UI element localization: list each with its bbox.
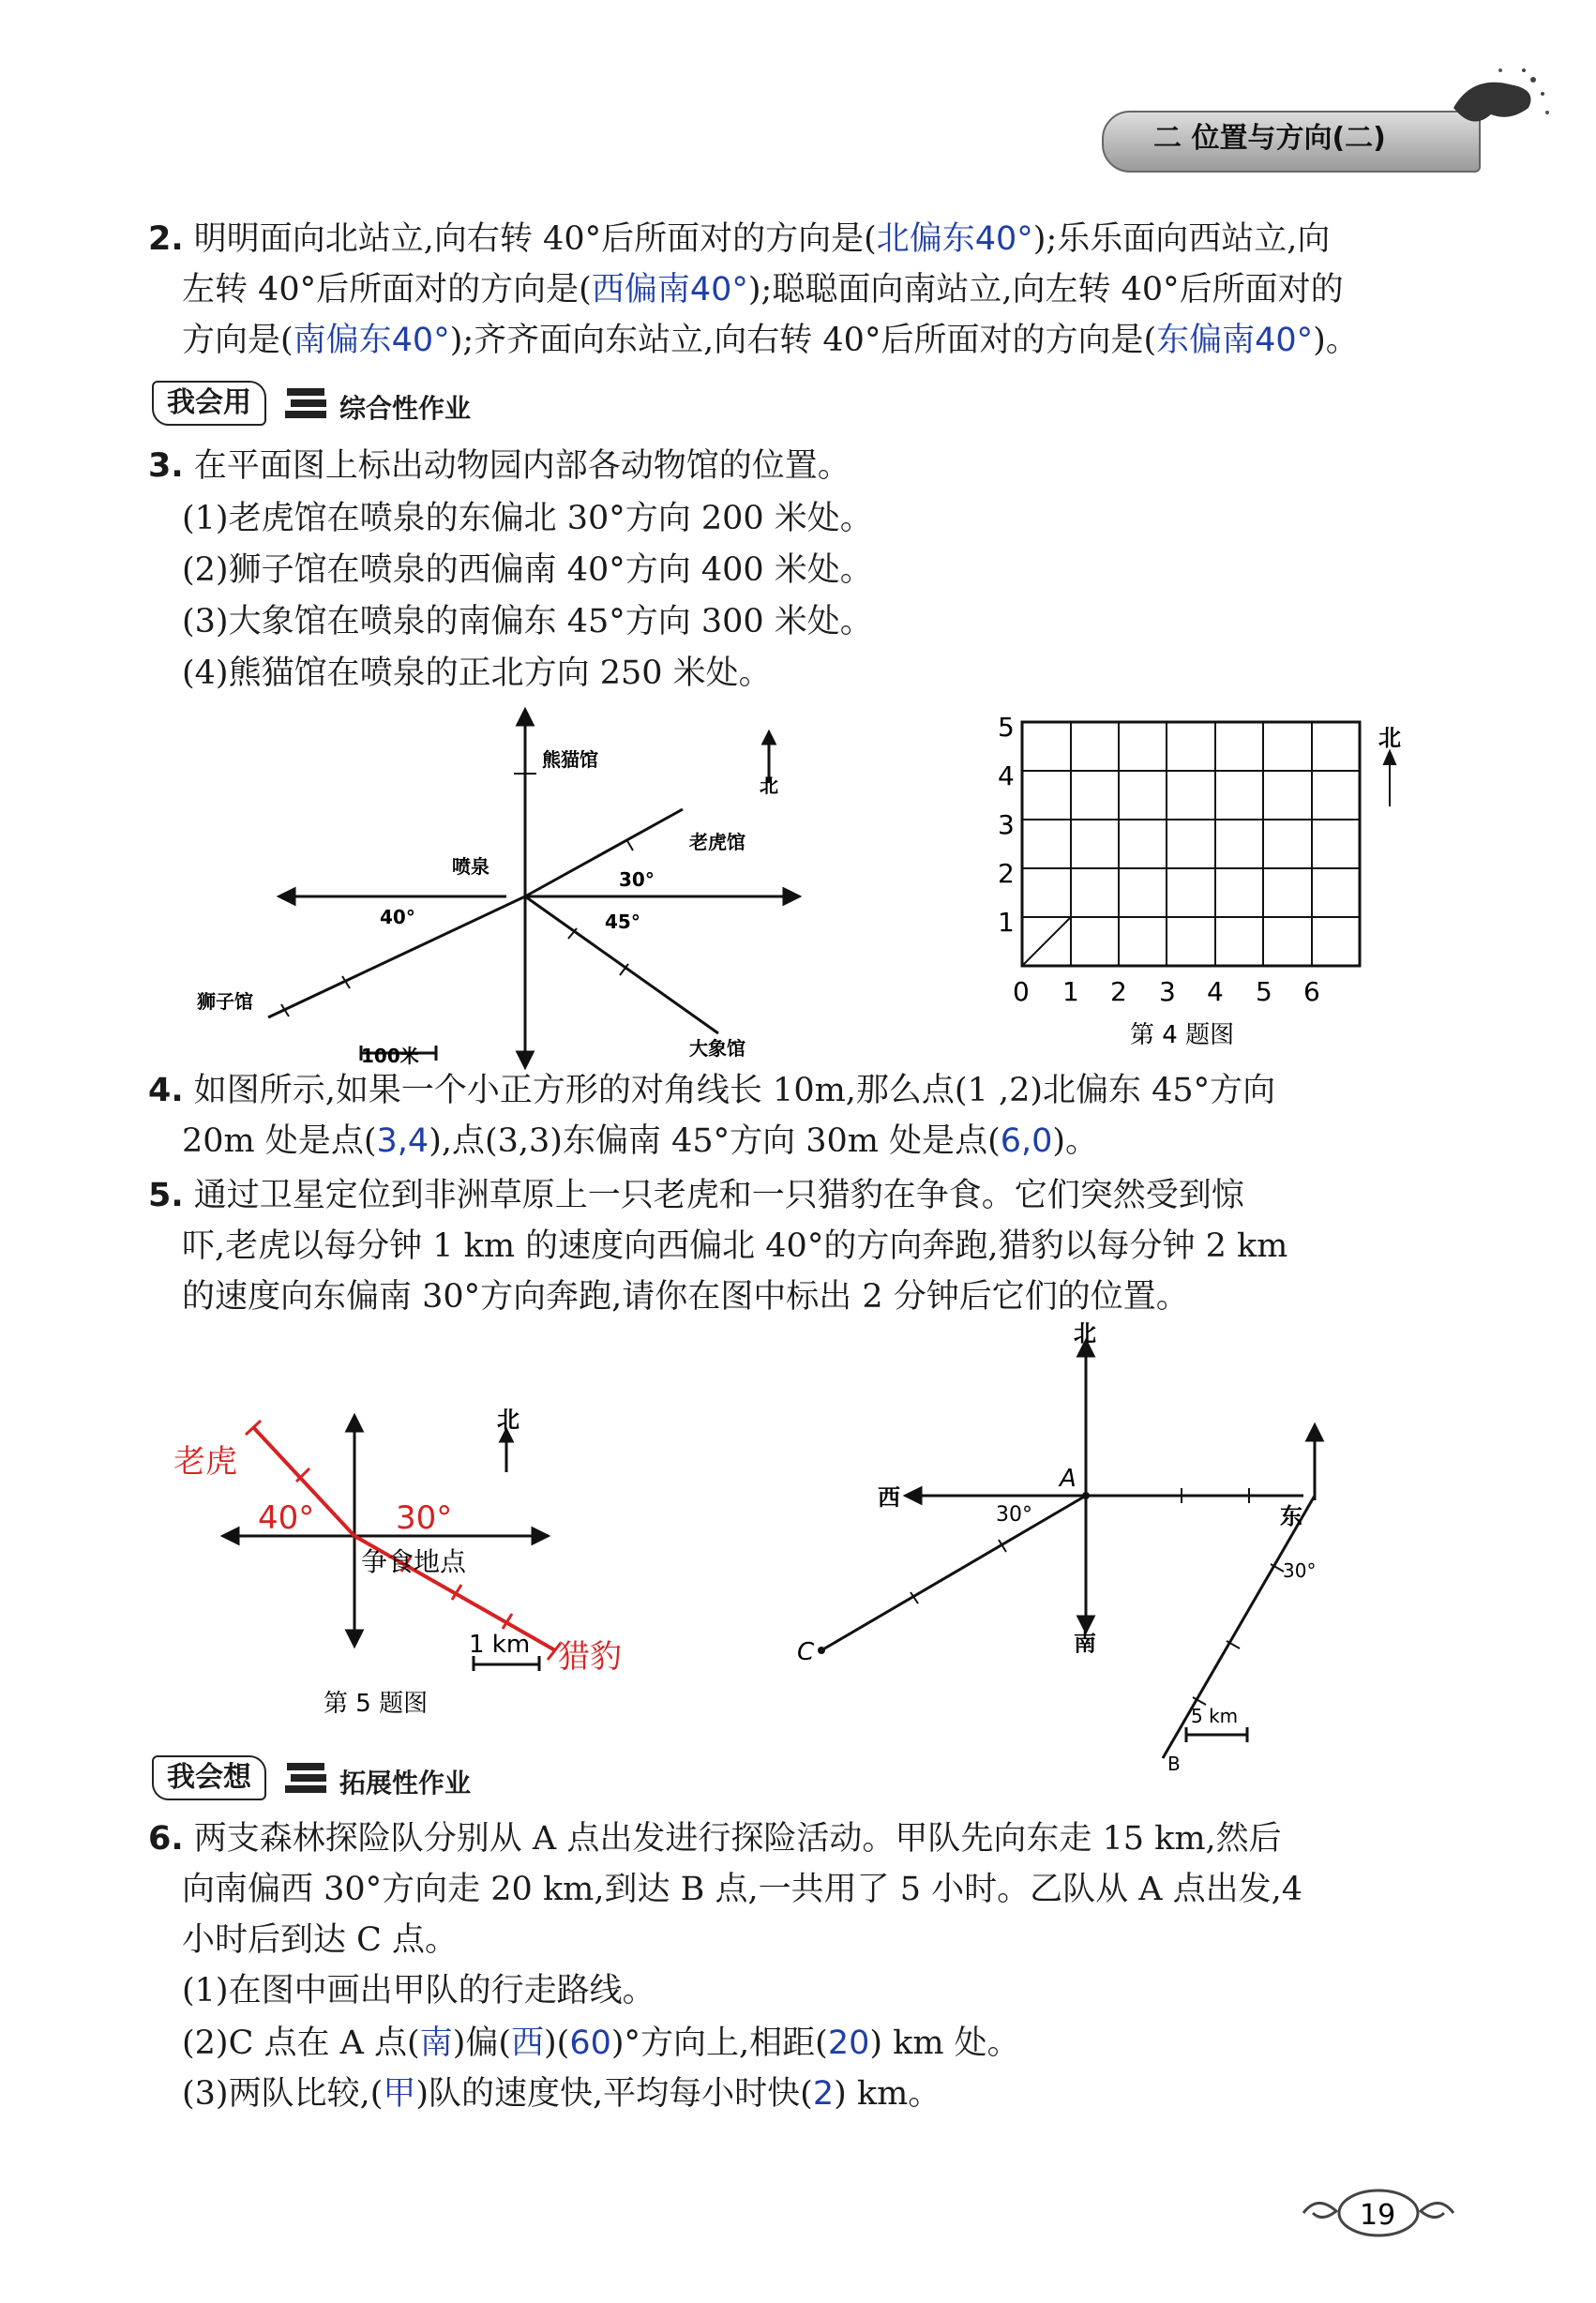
scale-label: 1 km <box>469 1631 531 1659</box>
q2-line-2: 左转 40°后所面对的方向是(西偏南40°);聪聪面向南站立,向左转 40°后所面对的 <box>182 271 1344 309</box>
angle-30a-label: 30° <box>996 1503 1032 1527</box>
q2-answer-2: 西偏南40° <box>591 271 748 309</box>
q2-answer-3: 南偏东40° <box>293 322 450 359</box>
section-badge-apply: 我会用 <box>152 381 266 426</box>
x-tick: 3 <box>1159 976 1176 1007</box>
books-icon <box>283 1757 330 1797</box>
q2-line-3: 方向是(南偏东40°);齐齐面向东站立,向右转 40°后所面对的方向是(东偏南40°)。 <box>182 322 1359 359</box>
chapter-header-title: 二 位置与方向(二) <box>1153 122 1386 155</box>
zoo-map-figure <box>178 699 835 1074</box>
angle-40-label: 40° <box>258 1499 315 1537</box>
grid-figure <box>985 699 1416 1064</box>
q3-item: (2)狮子馆在喷泉的西偏南 40°方向 400 米处。 <box>182 551 873 589</box>
q6-answer-1: 南 <box>419 2025 453 2062</box>
y-tick: 3 <box>998 809 1015 840</box>
q3-stem: 3. 在平面图上标出动物园内部各动物馆的位置。 <box>148 447 851 485</box>
q6-answer-3: 60 <box>569 2025 611 2062</box>
y-tick: 5 <box>998 712 1015 743</box>
y-tick: 4 <box>998 760 1015 791</box>
north-label: 北 <box>1378 725 1401 751</box>
route-c <box>821 1496 1086 1650</box>
q6-line-1: 6. 两支森林探险队分别从 A 点出发进行探险活动。甲队先向东走 15 km,然后 <box>148 1820 1282 1858</box>
diagonal-line <box>1022 917 1071 966</box>
south-label: 南 <box>1074 1630 1096 1656</box>
q3-item: (4)熊猫馆在喷泉的正北方向 250 米处。 <box>182 655 772 692</box>
q5-line-1: 5. 通过卫星定位到非洲草原上一只老虎和一只猎豹在争食。它们突然受到惊 <box>148 1177 1244 1214</box>
ink-splash-icon <box>1435 56 1557 141</box>
elephant-house-label: 大象馆 <box>689 1037 745 1060</box>
tiger-house-label: 老虎馆 <box>689 831 745 853</box>
fountain-label: 喷泉 <box>452 855 489 878</box>
page-number: 19 <box>1360 2199 1396 2232</box>
east-label: 东 <box>1280 1503 1302 1529</box>
x-tick: 2 <box>1110 976 1127 1007</box>
q4-answer-2: 6,0 <box>1000 1122 1053 1160</box>
route-figure <box>769 1322 1425 1791</box>
q6-answer-4: 20 <box>827 2025 870 2062</box>
tiger-ray <box>525 809 683 896</box>
lion-house-label: 狮子馆 <box>197 990 253 1013</box>
angle-30b-label: 30° <box>1283 1559 1317 1582</box>
route-b <box>1163 1496 1315 1758</box>
section-title-think: 拓展性作业 <box>339 1768 472 1799</box>
q6-answer-5: 甲 <box>383 2075 416 2113</box>
q5-line-3: 的速度向东偏南 30°方向奔跑,请你在图中标出 2 分钟后它们的位置。 <box>182 1278 1189 1316</box>
q6-sub-3: (3)两队比较,(甲)队的速度快,平均每小时快(2) km。 <box>182 2075 941 2113</box>
q4-answer-1: 3,4 <box>376 1122 429 1160</box>
north-label: 北 <box>760 775 778 797</box>
leopard-label: 猎豹 <box>558 1638 622 1676</box>
west-label: 西 <box>878 1484 900 1511</box>
section-badge-think: 我会想 <box>152 1755 266 1800</box>
books-icon <box>283 383 330 422</box>
x-tick: 1 <box>1062 976 1079 1007</box>
q4-line-2: 20m 处是点(3,4),点(3,3)东偏南 45°方向 30m 处是点(6,0)。 <box>182 1122 1099 1160</box>
point-b-label: B <box>1167 1753 1181 1775</box>
figure-caption: 第 5 题图 <box>324 1690 429 1718</box>
q2-answer-4: 东偏南40° <box>1156 322 1314 359</box>
north-label: 北 <box>1074 1322 1096 1347</box>
q2-line-1: 2. 明明面向北站立,向右转 40°后所面对的方向是(北偏东40°);乐乐面向西站立,向 <box>148 220 1331 258</box>
q6-sub-1: (1)在图中画出甲队的行走路线。 <box>182 1972 655 2009</box>
x-tick: 4 <box>1207 976 1224 1007</box>
scale-label: 5 km <box>1191 1705 1239 1727</box>
q5-line-2: 吓,老虎以每分钟 1 km 的速度向西偏北 40°的方向奔跑,猎豹以每分钟 2 km <box>182 1227 1288 1265</box>
point-a <box>1082 1492 1090 1499</box>
angle-45-label: 45° <box>605 911 640 933</box>
chase-figure <box>169 1378 656 1725</box>
point-a-label: A <box>1060 1465 1077 1493</box>
scale-label: 100米 <box>361 1045 419 1067</box>
panda-label: 熊猫馆 <box>542 748 598 771</box>
y-tick: 2 <box>998 858 1015 889</box>
q6-line-3: 小时后到达 C 点。 <box>182 1921 459 1959</box>
grid-caption: 第 4 题图 <box>1130 1021 1235 1049</box>
q2-answer-1: 北偏东40° <box>876 220 1033 258</box>
angle-30-label: 30° <box>619 868 655 891</box>
q6-sub-2: (2)C 点在 A 点(南)偏(西)(60)°方向上,相距(20) km 处。 <box>182 2025 1020 2062</box>
x-tick: 6 <box>1303 976 1320 1007</box>
y-tick: 1 <box>998 907 1015 938</box>
q6-answer-2: 西 <box>511 2025 545 2062</box>
tiger-label: 老虎 <box>173 1443 237 1481</box>
q6-line-2: 向南偏西 30°方向走 20 km,到达 B 点,一共用了 5 小时。乙队从 A 点出发,4 <box>182 1871 1303 1908</box>
point-c-label: C <box>797 1638 815 1666</box>
q3-item: (3)大象馆在喷泉的南偏东 45°方向 300 米处。 <box>182 603 873 640</box>
point-c <box>818 1647 825 1654</box>
contest-point-label: 争食地点 <box>361 1546 467 1577</box>
x-tick: 5 <box>1256 976 1272 1007</box>
page-number-ornament <box>1294 2185 1463 2241</box>
q6-answer-6: 2 <box>812 2075 835 2113</box>
x-tick: 0 <box>1013 976 1030 1007</box>
q3-item: (1)老虎馆在喷泉的东偏北 30°方向 200 米处。 <box>182 500 873 537</box>
north-label: 北 <box>497 1407 519 1433</box>
angle-40-label: 40° <box>380 906 415 928</box>
q4-line-1: 4. 如图所示,如果一个小正方形的对角线长 10m,那么点(1 ,2)北偏东 45°方向 <box>148 1072 1276 1109</box>
section-title-apply: 综合性作业 <box>339 393 472 424</box>
angle-30-label: 30° <box>396 1499 453 1537</box>
